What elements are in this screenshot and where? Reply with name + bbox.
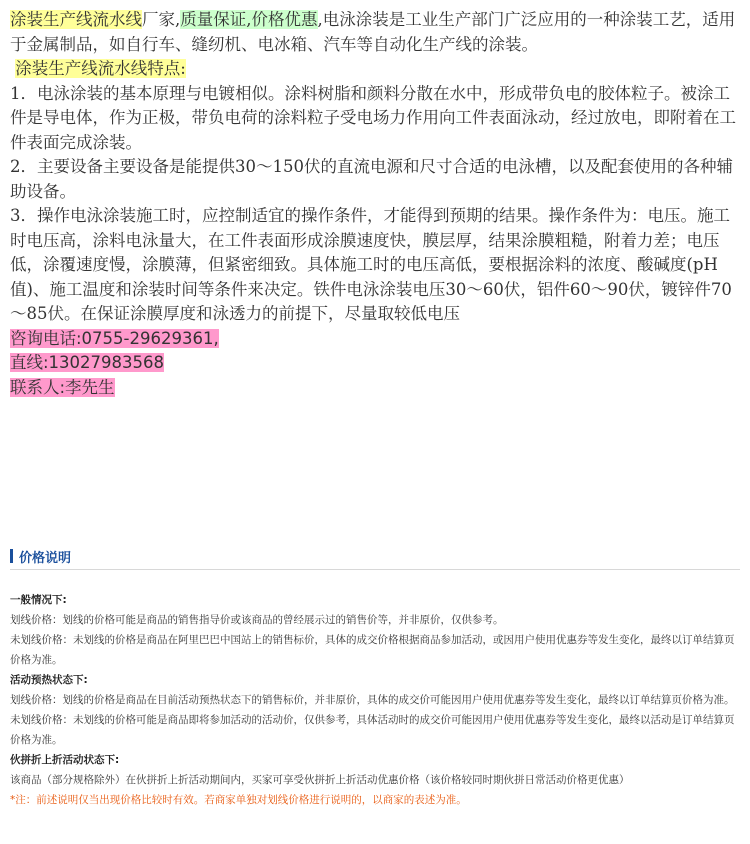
feature-point-3: 3．操作电泳涂装施工时，应控制适宜的操作条件，才能得到预期的结果。操作条件为：电压。施工时电压高，涂料电泳量大，在工件表面形成涂膜速度快，膜层厚，结果涂膜粗糙，附着力差；电压低，涂覆速度慢，涂膜薄，但紧密细致。具体施工时的电压高低，要根据涂料的浓度、酸碱度(pH值)、施工温度和涂装时间等条件来决定。铁件电泳涂装电压30～60伏，铝件60～90伏，镀锌件70～85伏。在保证涂膜厚度和泳透力的前提下，尽量取较低电压 [10, 206, 732, 323]
product-keyword-highlight: 涂装生产线流水线 [10, 10, 142, 29]
general-heading: 一般情况下: [10, 594, 67, 606]
general-uncrossed-price: 未划线价格：未划线的价格是商品在阿里巴巴中国站上的销售标价，具体的成交价格根据商品参加活动，或因用户使用优惠券等发生变化，最终以订单结算页价格为准。 [10, 634, 735, 666]
contact-person-line [10, 376, 740, 401]
price-explanation-section [10, 543, 740, 810]
features-heading-line [10, 57, 740, 82]
price-body [10, 570, 740, 810]
contact-direct-line [10, 351, 740, 376]
general-crossed-price: 划线价格：划线的价格可能是商品的销售指导价或该商品的曾经展示过的销售价等，并非原价，仅供参考。 [10, 614, 504, 626]
intro-text-2: ,电泳涂装是工业生产部门广泛应用的一种涂装工艺，适用于金属制品，如自行车、缝纫机、电冰箱、汽车等自动化生产线的涂装。 [10, 10, 736, 54]
feature-point-1: 1．电泳涂装的基本原理与电镀相似。涂料树脂和颜料分散在水中，形成带负电的胶体粒子。被涂工件是导电体，作为正极，带负电荷的涂料粒子受电场力作用向工件表面泳动，经过放电，即附着在工件表面完成涂装。 [10, 83, 736, 152]
features-heading: 涂装生产线流水线特点: [15, 59, 186, 78]
quality-highlight: 质量保证,价格优惠 [180, 10, 318, 29]
preheat-uncrossed-price: 未划线价格：未划线的价格可能是商品即将参加活动的活动价，仅供参考，具体活动时的成交价可能因用户使用优惠券等发生变化，最终以活动是订单结算页价格为准。 [10, 714, 735, 746]
article-body [10, 8, 740, 400]
preheat-crossed-price: 划线价格：划线的价格是商品在目前活动预热状态下的销售标价，并非原价，具体的成交价可能因用户使用优惠券等发生变化，最终以订单结算页价格为准。 [10, 694, 735, 706]
contact-phone: 咨询电话:0755-29629361, [10, 328, 219, 348]
intro-paragraph [10, 8, 740, 57]
group-buy-heading: 伙拼折上折活动状态下: [10, 754, 120, 766]
price-title: 价格说明 [19, 550, 72, 566]
contact-person: 联系人:李先生 [10, 377, 115, 397]
intro-text-1: 厂家, [142, 10, 181, 29]
preheat-heading: 活动预热状态下: [10, 674, 88, 686]
contact-phone-line [10, 327, 740, 352]
price-note: *注：前述说明仅当出现价格比较时有效。若商家单独对划线价格进行说明的，以商家的表述为准。 [10, 794, 467, 806]
price-header [10, 543, 740, 570]
group-buy-text: 该商品（部分规格除外）在伙拼折上折活动期间内，买家可享受伙拼折上折活动优惠价格（该价格较同时期伙拼日常活动价格更优惠） [10, 774, 630, 786]
contact-direct: 直线:13027983568 [10, 353, 165, 372]
section-bar-icon [10, 549, 13, 563]
feature-point-2: 2．主要设备主要设备是能提供30～150伏的直流电源和尺寸合适的电泳槽，以及配套使用的各种辅助设备。 [10, 157, 733, 201]
